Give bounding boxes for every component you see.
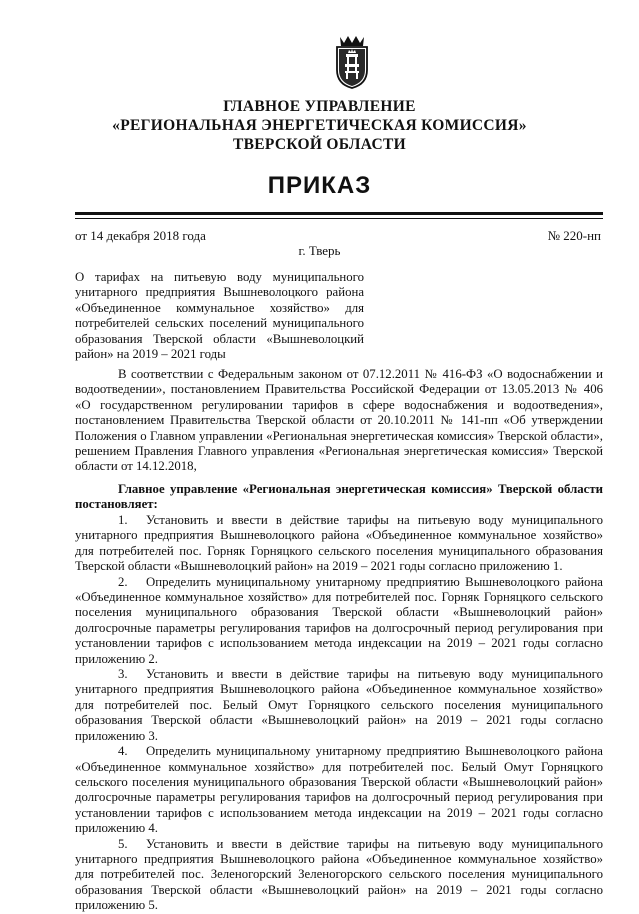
order-item-text: Установить и ввести в действие тарифы на питьевую воду муниципального унитарного предприятия Вышневолоцкого района «Объединенное коммунальное хозяйство» для потребителей пос. Зеленогорский Зеленогорского сельского поселения муниципального образования Тверской области «Вышневолоцкий район» на 2019 – 2021 годы согласно приложению 5. bbox=[75, 836, 603, 913]
order-item-number: 5. bbox=[118, 836, 128, 851]
order-item-text: Определить муниципальному унитарному предприятию Вышневолоцкого района «Объединенное коммунальное хозяйство» для потребителей пос. Белый Омут Горняцкого сельского поселения муниципального образования Тверской области «Вышневолоцкий район» долгосрочные параметры регулирования тарифов на долгосрочный период регулирования при установлении тарифов с использованием метода индексации на 2019 – 2021 годы согласно приложению 4. bbox=[75, 744, 603, 836]
order-item bbox=[75, 513, 603, 575]
order-city: г. Тверь bbox=[298, 243, 341, 258]
header-divider-thick bbox=[75, 212, 603, 215]
order-subject: О тарифах на питьевую воду муниципального унитарного предприятия Вышневолоцкого района «Объединенное коммунальное хозяйство» для потребителей сельских поселений муниципального образования Тверской области «Вышневолоцкий район» на 2019 – 2021 годы bbox=[75, 270, 364, 362]
org-name-line-3: ТВЕРСКОЙ ОБЛАСТИ bbox=[233, 136, 406, 153]
order-preamble: В соответствии с Федеральным законом от 07.12.2011 № 416-ФЗ «О водоснабжении и водоотведении», постановлением Правительства Российской Федерации от 13.05.2013 № 406 «О государственном регулировании тарифов в сфере водоснабжения и водоотведения», постановлением Правительства Тверской области от 20.10.2011 № 141-пп «Об утверждении Положения о Главном управлении «Региональная энергетическая комиссия» Тверской области», решением Правления Главного управления «Региональная энергетическая комиссия» Тверской области от 14.12.2018, bbox=[75, 367, 603, 474]
order-date: от 14 декабря 2018 года bbox=[75, 228, 206, 243]
order-number: № 220-нп bbox=[547, 228, 601, 243]
order-items-list bbox=[75, 513, 603, 914]
org-name-line-2: «РЕГИОНАЛЬНАЯ ЭНЕРГЕТИЧЕСКАЯ КОМИССИЯ» bbox=[112, 117, 527, 134]
order-item-number: 1. bbox=[118, 513, 128, 527]
tver-coat-of-arms-icon bbox=[331, 34, 373, 90]
order-item bbox=[75, 575, 603, 667]
decree-statement: Главное управление «Региональная энергетическая комиссия» Тверской области постановляет: bbox=[75, 482, 603, 512]
document-type-title: ПРИКАЗ bbox=[267, 172, 372, 199]
order-item-number: 4. bbox=[118, 744, 128, 759]
order-item-text: Определить муниципальному унитарному предприятию Вышневолоцкого района «Объединенное коммунальное хозяйство» для потребителей пос. Горняк Горняцкого сельского поселения муниципального образования Тверской области «Вышневолоцкий район» долгосрочные параметры регулирования тарифов на долгосрочный период регулирования при установлении тарифов с использованием метода индексации на 2019 – 2021 годы согласно приложению 2. bbox=[75, 574, 603, 666]
order-item bbox=[75, 837, 603, 914]
order-item-text: Установить и ввести в действие тарифы на питьевую воду муниципального унитарного предприятия Вышневолоцкого района «Объединенное коммунальное хозяйство» для потребителей пос. Белый Омут Горняцкого сельского поселения муниципального образования Тверской области «Вышневолоцкий район» на 2019 – 2021 годы согласно приложению 3. bbox=[75, 667, 603, 743]
order-item-number: 2. bbox=[118, 574, 128, 589]
order-item bbox=[75, 667, 603, 744]
org-name-line-1: ГЛАВНОЕ УПРАВЛЕНИЕ bbox=[223, 98, 416, 115]
header-divider-thin bbox=[75, 218, 603, 219]
order-item bbox=[75, 744, 603, 836]
order-item-number: 3. bbox=[118, 667, 128, 682]
order-item-text: Установить и ввести в действие тарифы на питьевую воду муниципального унитарного предприятия Вышневолоцкого района «Объединенное коммунальное хозяйство» для потребителей пос. Горняк Горняцкого сельского поселения муниципального образования Тверской области «Вышневолоцкий район» на 2019 – 2021 годы согласно приложению 1. bbox=[75, 513, 603, 574]
